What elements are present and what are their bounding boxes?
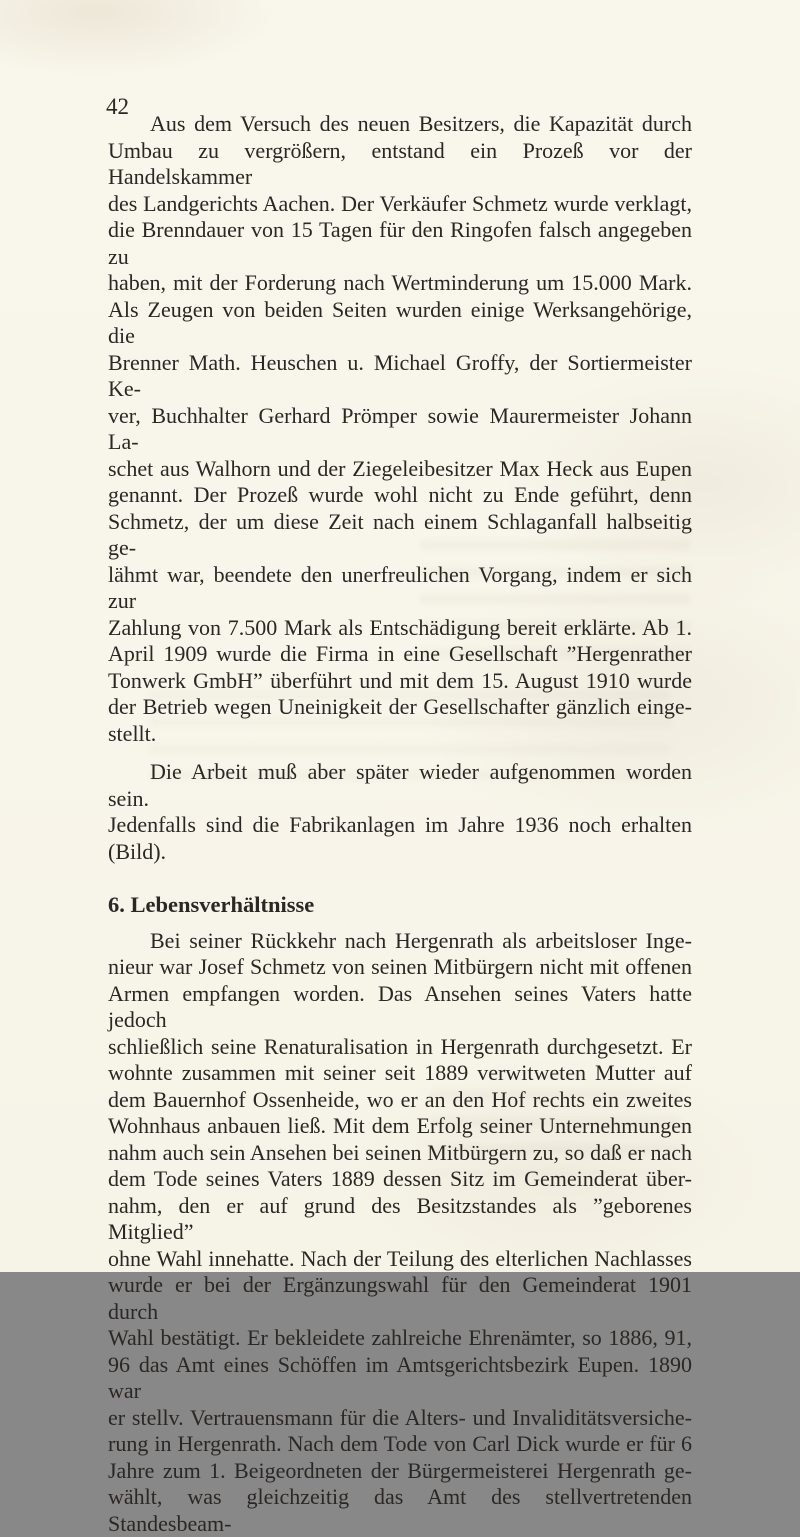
text-line: Tonwerk GmbH” überführt und mit dem 15. August 1910 wurde — [108, 668, 692, 695]
text-block — [108, 111, 692, 1537]
text-line: schet aus Walhorn und der Ziegeleibesitzer Max Heck aus Eupen — [108, 456, 692, 483]
text-line: schließlich seine Renaturalisation in Hergenrath durchgesetzt. Er — [108, 1034, 692, 1061]
text-line: 96 das Amt eines Schöffen im Amtsgerichtsbezirk Eupen. 1890 war — [108, 1352, 692, 1405]
text-line: Umbau zu vergrößern, entstand ein Prozeß vor der Handelskammer — [108, 138, 692, 191]
text-line: April 1909 wurde die Firma in eine Gesellschaft ”Hergenrather — [108, 641, 692, 668]
text-line: nieur war Josef Schmetz von seinen Mitbürgern nicht mit offenen — [108, 954, 692, 981]
text-line: Als Zeugen von beiden Seiten wurden einige Werksangehörige, die — [108, 297, 692, 350]
text-line: wohnte zusammen mit seiner seit 1889 verwitweten Mutter auf — [108, 1060, 692, 1087]
text-line: dem Tode seines Vaters 1889 dessen Sitz im Gemeinderat über- — [108, 1166, 692, 1193]
text-line: nahm auch sein Ansehen bei seinen Mitbürgern zu, so daß er nach — [108, 1140, 692, 1167]
text-line: lähmt war, beendete den unerfreulichen Vorgang, indem er sich zur — [108, 562, 692, 615]
text-line: Brenner Math. Heuschen u. Michael Groffy, der Sortiermeister Ke- — [108, 350, 692, 403]
text-line: nahm, den er auf grund des Besitzstandes als ”geborenes Mitglied” — [108, 1193, 692, 1246]
text-line: rung in Hergenrath. Nach dem Tode von Carl Dick wurde er für 6 — [108, 1431, 692, 1458]
text-line: Schmetz, der um diese Zeit nach einem Schlaganfall halbseitig ge- — [108, 509, 692, 562]
text-line: Wahl bestätigt. Er bekleidete zahlreiche Ehrenämter, so 1886, 91, — [108, 1325, 692, 1352]
paragraph-factory-preserved — [108, 759, 692, 865]
text-line: haben, mit der Forderung nach Wertminderung um 15.000 Mark. — [108, 270, 692, 297]
text-line: Zahlung von 7.500 Mark als Entschädigung bereit erklärte. Ab 1. — [108, 615, 692, 642]
text-line: Aus dem Versuch des neuen Besitzers, die Kapazität durch — [108, 111, 692, 138]
text-line: ohne Wahl innehatte. Nach der Teilung des elterlichen Nachlasses — [108, 1246, 692, 1273]
text-line: ver, Buchhalter Gerhard Prömper sowie Maurermeister Johann La- — [108, 403, 692, 456]
paragraph-life-circumstances — [108, 928, 692, 1537]
text-line: Armen empfangen worden. Das Ansehen seines Vaters hatte jedoch — [108, 981, 692, 1034]
text-line: Wohnhaus anbauen ließ. Mit dem Erfolg seiner Unternehmungen — [108, 1113, 692, 1140]
text-line: Jedenfalls sind die Fabrikanlagen im Jahre 1936 noch erhalten — [108, 812, 692, 839]
text-line: stellt. — [108, 721, 692, 748]
text-line: Bei seiner Rückkehr nach Hergenrath als arbeitsloser Inge- — [108, 928, 692, 955]
text-line: genannt. Der Prozeß wurde wohl nicht zu Ende geführt, denn — [108, 482, 692, 509]
text-line: er stellv. Vertrauensmann für die Alters- und Invaliditätsversiche- — [108, 1405, 692, 1432]
text-line: des Landgerichts Aachen. Der Verkäufer Schmetz wurde verklagt, — [108, 191, 692, 218]
text-line: wurde er bei der Ergänzungswahl für den Gemeinderat 1901 durch — [108, 1272, 692, 1325]
text-line: (Bild). — [108, 839, 692, 866]
text-line: die Brenndauer von 15 Tagen für den Ringofen falsch angegeben zu — [108, 217, 692, 270]
text-line: der Betrieb wegen Uneinigkeit der Gesellschafter gänzlich einge- — [108, 694, 692, 721]
page-number: 42 — [106, 94, 129, 120]
text-line: Die Arbeit muß aber später wieder aufgenommen worden sein. — [108, 759, 692, 812]
text-line: Jahre zum 1. Beigeordneten der Bürgermeisterei Hergenrath ge- — [108, 1458, 692, 1485]
paragraph-lawsuit — [108, 111, 692, 747]
text-line: dem Bauernhof Ossenheide, wo er an den Hof rechts ein zweites — [108, 1087, 692, 1114]
text-line: wählt, was gleichzeitig das Amt des stellvertretenden Standesbeam- — [108, 1484, 692, 1537]
section-heading-lebensverhaeltnisse: 6. Lebensverhältnisse — [108, 892, 692, 919]
